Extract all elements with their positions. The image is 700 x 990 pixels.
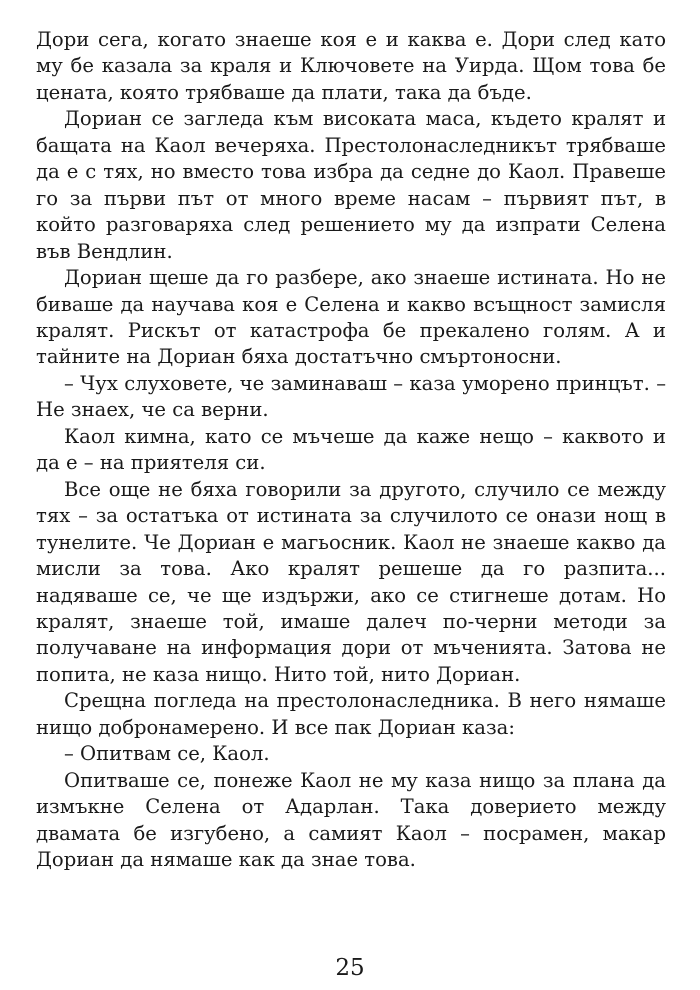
paragraph-3: Дориан щеше да го разбере, ако знаеше истината. Но не биваше да научава коя е Селена и какво всъщност замисля кралят. Рискът от катастрофа бе прекалено голям. А и тайните на Дориан бяха достатъчно смъртоносни. — [36, 266, 666, 369]
page-number: 25 — [335, 955, 365, 981]
paragraph-1: Дори сега, когато знаеше коя е и каква е. Дори след като му бе казала за краля и Ключовете на Уирда. Щом това бе цената, която трябваше да плати, така да бъде. — [36, 28, 666, 104]
page-body-text — [36, 27, 666, 874]
paragraph-4: – Чух слуховете, че заминаваш – каза уморено принцът. – Не знаех, че са верни. — [36, 371, 666, 422]
paragraph-6: Все още не бяха говорили за другото, случило се между тях – за остатъка от истината за случилото се онази нощ в тунелите. Че Дориан е магьосник. Каол не знаеше какво да мисли за това. Ако кралят решеше да го разпита... надяваше се, че ще издържи, ако се стигнеше дотам. Но кралят, знаеше той, имаше далеч по-черни методи за получаване на информация дори от мъченията. Затова не попита, не каза нищо. Нито той, нито Дориан. — [36, 477, 666, 686]
paragraph-2: Дориан се загледа към високата маса, където кралят и бащата на Каол вечеряха. Престолонаследникът трябваше да е с тях, но вместо това избра да седне до Каол. Правеше го за първи път от много време насам – първият път, в който разговаряха след решението му да изпрати Селена във Вендлин. — [36, 107, 666, 263]
paragraph-8: – Опитвам се, Каол. — [64, 742, 270, 766]
paragraph-9: Опитваше се, понеже Каол не му каза нищо за плана да измъкне Селена от Адарлан. Така доверието между двамата бе изгубено, а самият Каол – посрамен, макар Дориан да нямаше как да знае това. — [36, 768, 666, 872]
paragraph-7: Срещна погледа на престолонаследника. В него нямаше нищо добронамерено. И все пак Дориан каза: — [36, 689, 666, 739]
paragraph-5: Каол кимна, като се мъчеше да каже нещо – каквото и да е – на приятеля си. — [36, 424, 666, 475]
